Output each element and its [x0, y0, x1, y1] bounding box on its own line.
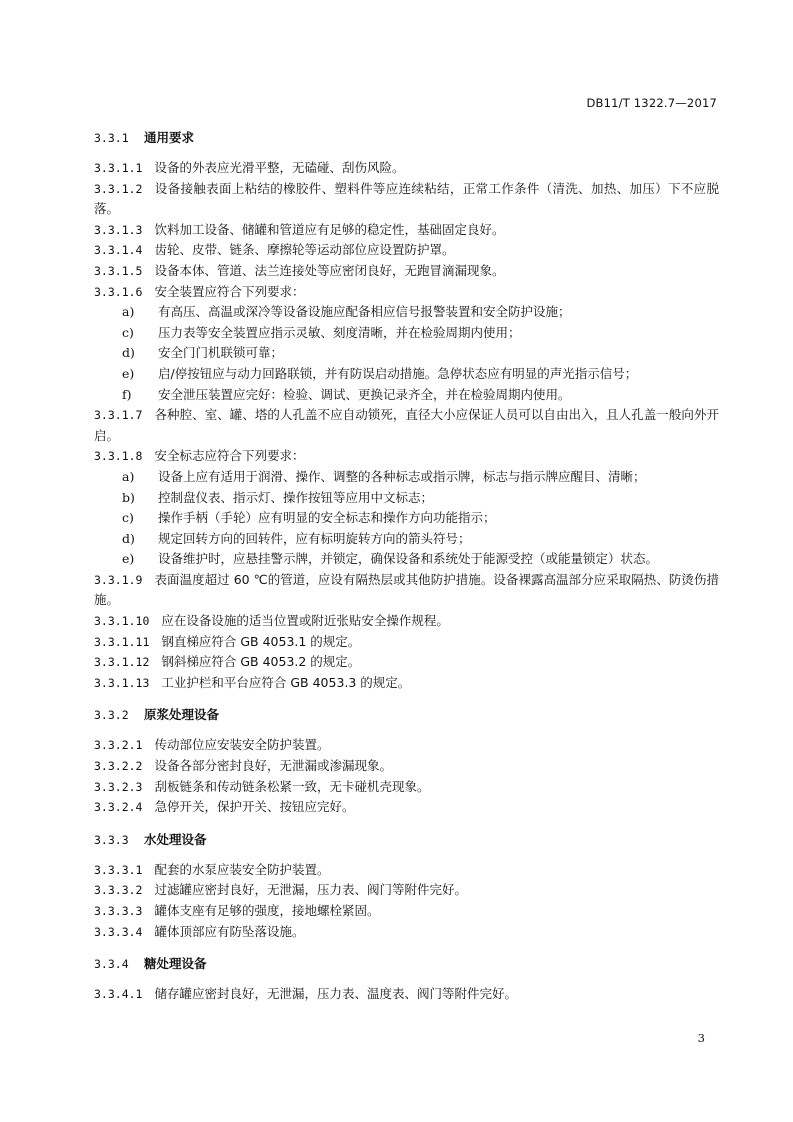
- clause-text: 设备接触表面上粘结的橡胶件、塑料件等应连续粘结，正常工作条件（清洗、加热、加压）下不应脱落。: [94, 180, 719, 217]
- clause-text: 刮板链条和传动链条松紧一致，无卡碰机壳现象。: [154, 778, 430, 794]
- section-title: 水处理设备: [143, 831, 207, 847]
- clause: [94, 673, 719, 694]
- section-title: 糖处理设备: [143, 956, 207, 972]
- section-number: 3.3.2: [94, 708, 129, 723]
- clause-text: 急停开关，保护开关、按钮应完好。: [154, 799, 355, 815]
- clause-number: 3.3.1.11: [94, 634, 150, 649]
- clause-number: 3.3.1.4: [94, 243, 143, 258]
- clause-number: 3.3.2.2: [94, 759, 143, 774]
- item-letter: e): [122, 365, 135, 381]
- list-item: [94, 529, 719, 550]
- clause-number: 3.3.3.1: [94, 862, 143, 877]
- clause-text: 储存罐应密封良好，无泄漏，压力表、温度表、阀门等附件完好。: [154, 986, 517, 1002]
- clause: [94, 922, 719, 943]
- clause-text: 表面温度超过 60 ℃的管道，应设有隔热层或其他防护措施。设备裸露高温部分应采取隔热、防烫伤措施。: [94, 571, 719, 608]
- clause-number: 3.3.3.3: [94, 904, 143, 918]
- section-3-3-2: [94, 705, 719, 817]
- clause-text: 饮料加工设备、储罐和管道应有足够的稳定性，基础固定良好。: [154, 221, 505, 237]
- list-item: [94, 488, 719, 509]
- clause: [94, 632, 719, 653]
- section-3-3-3: [94, 830, 719, 942]
- section-heading: [94, 830, 719, 850]
- clause-text: 传动部位应安装安全防护装置。: [154, 737, 330, 753]
- clause-number: 3.3.1.2: [94, 181, 143, 196]
- clause-text: 罐体顶部应有防坠落设施。: [154, 923, 305, 939]
- clause: [94, 735, 719, 756]
- list-item: [94, 508, 719, 529]
- item-text: 启/停按钮应与动力回路联锁，并有防误启动措施。急停状态应有明显的声光指示信号；: [158, 365, 638, 381]
- clause-text: 各种腔、室、罐、塔的人孔盖不应自动锁死，直径大小应保证人员可以自由出入，且人孔盖一般向外开启。: [94, 407, 719, 443]
- clause-number: 3.3.4.1: [94, 987, 143, 1002]
- clause: [94, 179, 719, 220]
- section-title: 原浆处理设备: [143, 707, 219, 723]
- item-letter: c): [122, 324, 134, 340]
- list-item: [94, 364, 719, 385]
- clause-text: 罐体支座有足够的强度，接地螺栓紧固。: [154, 903, 380, 918]
- item-letter: f): [122, 386, 132, 402]
- item-text: 设备上应有适用于润滑、操作、调整的各种标志或指示牌，标志与指示牌应醒目、清晰；: [158, 468, 646, 484]
- clause-number: 3.3.1.6: [94, 284, 143, 299]
- item-text: 压力表等安全装置应指示灵敏、刻度清晰，并在检验周期内使用；: [158, 324, 521, 340]
- document-body: [94, 128, 719, 1017]
- clause: [94, 797, 719, 818]
- section-number: 3.3.4: [94, 957, 129, 972]
- clause-text: 安全标志应符合下列要求：: [154, 448, 305, 464]
- item-text: 安全门门机联锁可靠；: [158, 345, 284, 361]
- clause-number: 3.3.3.4: [94, 924, 143, 939]
- list-item: [94, 343, 719, 364]
- list-item: [94, 385, 719, 406]
- item-letter: d): [122, 345, 135, 361]
- clause-number: 3.3.1.10: [94, 614, 150, 629]
- clause: [94, 777, 719, 798]
- item-text: 控制盘仪表、指示灯、操作按钮等应用中文标志；: [158, 489, 434, 505]
- clause-text: 齿轮、皮带、链条、摩擦轮等运动部位应设置防护罩。: [154, 242, 455, 258]
- clause-number: 3.3.2.3: [94, 779, 143, 794]
- clause-text: 钢直梯应符合 GB 4053.1 的规定。: [161, 633, 361, 649]
- clause-number: 3.3.1.1: [94, 161, 143, 175]
- section-3-3-4: [94, 954, 719, 1005]
- section-title: 通用要求: [143, 130, 194, 145]
- clause: [94, 860, 719, 881]
- item-letter: e): [122, 551, 135, 567]
- clause-number: 3.3.1.3: [94, 222, 143, 237]
- clause: [94, 405, 719, 446]
- clause: [94, 611, 719, 632]
- item-letter: a): [122, 304, 135, 320]
- list-item: [94, 549, 719, 570]
- item-text: 设备维护时，应悬挂警示牌，并锁定，确保设备和系统处于能源受控（或能量锁定）状态。: [158, 551, 659, 567]
- clause-text: 工业护栏和平台应符合 GB 4053.3 的规定。: [161, 674, 411, 690]
- clause-number: 3.3.1.12: [94, 655, 150, 670]
- clause-text: 钢斜梯应符合 GB 4053.2 的规定。: [161, 654, 361, 670]
- list-item: [94, 302, 719, 323]
- clause-text: 安全装置应符合下列要求：: [154, 283, 305, 299]
- section-number: 3.3.3: [94, 832, 129, 847]
- clause: [94, 756, 719, 777]
- item-text: 有高压、高温或深冷等设备设施应配备相应信号报警装置和安全防护设施；: [158, 304, 571, 320]
- clause: [94, 984, 719, 1005]
- clause: [94, 446, 719, 467]
- clause-number: 3.3.2.1: [94, 738, 143, 753]
- clause-number: 3.3.1.13: [94, 675, 150, 690]
- clause-text: 设备的外表应光滑平整，无磕碰、刮伤风险。: [154, 160, 405, 175]
- item-letter: b): [122, 489, 135, 505]
- section-heading: [94, 705, 719, 725]
- section-heading: [94, 128, 719, 148]
- list-item: [94, 467, 719, 488]
- clause: [94, 282, 719, 303]
- item-text: 规定回转方向的回转件，应有标明旋转方向的箭头符号；: [158, 530, 471, 546]
- clause: [94, 220, 719, 241]
- clause-number: 3.3.1.8: [94, 449, 143, 464]
- clause: [94, 652, 719, 673]
- clause: [94, 261, 719, 282]
- item-letter: c): [122, 510, 134, 526]
- list-item: [94, 323, 719, 344]
- item-text: 操作手柄（手轮）应有明显的安全标志和操作方向功能指示；: [158, 510, 496, 526]
- item-text: 安全泄压装置应完好：检验、调试、更换记录齐全，并在检验周期内使用。: [158, 386, 571, 402]
- clause-text: 设备各部分密封良好，无泄漏或渗漏现象。: [154, 758, 392, 774]
- clause-number: 3.3.1.5: [94, 263, 143, 278]
- clause: [94, 240, 719, 261]
- clause-number: 3.3.2.4: [94, 800, 143, 815]
- section-number: 3.3.1: [94, 131, 129, 145]
- item-letter: a): [122, 468, 135, 484]
- section-heading: [94, 954, 719, 974]
- document-code-header: DB11/T 1322.7—2017: [586, 96, 717, 110]
- clause: [94, 570, 719, 611]
- item-letter: d): [122, 530, 135, 546]
- clause-number: 3.3.3.2: [94, 883, 143, 898]
- page-number: 3: [697, 1031, 705, 1045]
- clause-number: 3.3.1.9: [94, 572, 143, 587]
- clause: [94, 158, 719, 179]
- clause-text: 设备本体、管道、法兰连接处等应密闭良好，无跑冒滴漏现象。: [154, 262, 505, 278]
- clause: [94, 880, 719, 901]
- clause-text: 应在设备设施的适当位置或附近张贴安全操作规程。: [161, 613, 449, 629]
- clause-text: 过滤罐应密封良好，无泄漏，压力表、阀门等附件完好。: [154, 882, 467, 898]
- clause-text: 配套的水泵应装安全防护装置。: [154, 861, 330, 877]
- clause-number: 3.3.1.7: [94, 408, 143, 423]
- section-3-3-1: [94, 128, 719, 693]
- clause: [94, 901, 719, 922]
